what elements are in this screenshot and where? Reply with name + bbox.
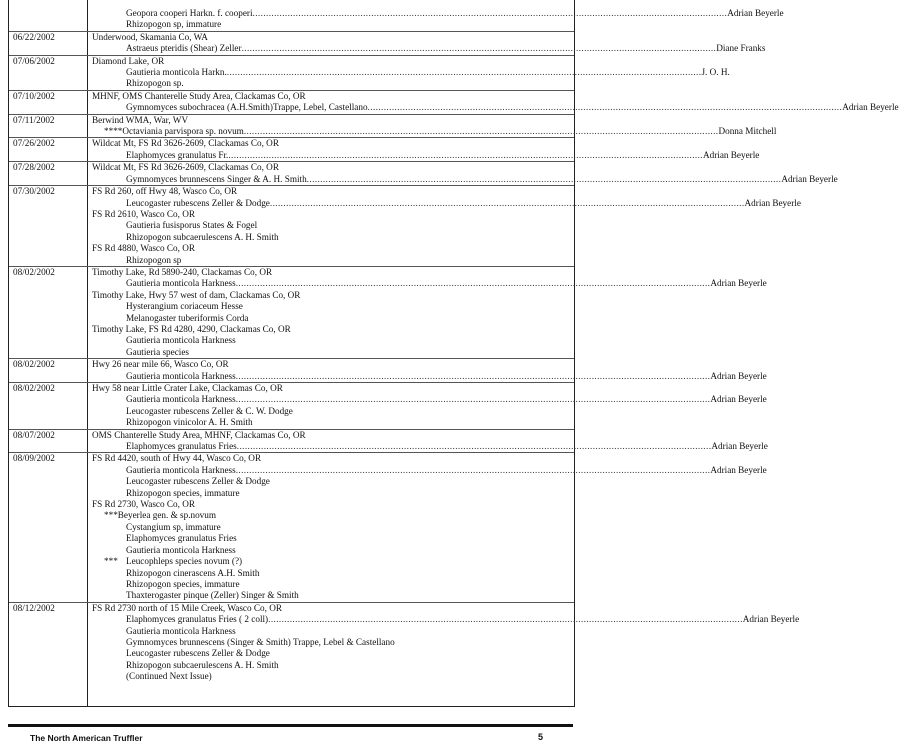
species-entry xyxy=(92,67,730,78)
species-entry xyxy=(92,637,799,648)
species-entry xyxy=(92,614,799,625)
collector-name: Adrian Beyerle xyxy=(710,464,767,475)
species-name: Elaphomyces granulatus Fries xyxy=(126,533,237,544)
species-name: Elaphomyces granulatus Fries xyxy=(126,441,237,452)
record-row xyxy=(9,452,767,601)
species-name: Rhizopogon subcaerulescens A. H. Smith xyxy=(126,231,279,242)
species-name: (Continued Next Issue) xyxy=(126,671,212,682)
species-entry xyxy=(92,313,767,324)
species-entry xyxy=(92,488,767,499)
species-entry xyxy=(92,126,776,137)
species-name: Gautieria monticola Harkness xyxy=(126,464,236,475)
species-entry xyxy=(92,533,767,544)
species-entry xyxy=(92,660,799,671)
record-body xyxy=(88,162,840,185)
collector-name: Adrian Beyerle xyxy=(710,394,767,405)
species-name: Gautieria fusisporus States & Fogel xyxy=(126,220,258,231)
dot-leader xyxy=(236,371,711,382)
record-date: 08/02/2002 xyxy=(13,383,55,393)
dot-leader xyxy=(307,174,782,185)
species-entry xyxy=(92,232,801,243)
collection-location: Berwind WMA, War, WV xyxy=(92,114,189,125)
record-body xyxy=(88,453,769,601)
record-body xyxy=(88,8,786,31)
record-date: 08/09/2002 xyxy=(13,453,55,464)
species-name: ****Octaviania parvispora sp. novum xyxy=(104,126,244,137)
species-name: Leucogaster rubescens Zeller & Dodge xyxy=(126,476,270,487)
record-row xyxy=(9,382,767,429)
dot-leader xyxy=(236,278,711,289)
species-entry xyxy=(92,568,767,579)
record-body xyxy=(88,115,778,138)
dot-leader xyxy=(228,150,703,161)
collection-location: FS Rd 4880, Wasco Co, OR xyxy=(92,243,195,254)
collection-location: Wildcat Mt, FS Rd 3626-2609, Clackamas Co, OR xyxy=(92,162,279,173)
record-body xyxy=(88,186,803,266)
species-entry xyxy=(92,648,799,659)
collection-location: FS Rd 260, off Hwy 48, Wasco Co, OR xyxy=(92,186,238,197)
dot-leader xyxy=(236,394,711,405)
record-body xyxy=(88,91,901,114)
species-entry xyxy=(92,301,767,312)
record-body xyxy=(88,138,761,161)
dot-leader xyxy=(270,198,745,209)
collection-location: MHNF, OMS Chanterelle Study Area, Clackamas Co, OR xyxy=(92,90,306,101)
collector-name: J. O. H. xyxy=(701,67,730,78)
species-entry xyxy=(92,347,767,358)
record-date: 07/26/2002 xyxy=(13,138,55,149)
record-body xyxy=(88,359,769,382)
record-row xyxy=(9,266,767,358)
records-table xyxy=(9,8,899,683)
species-name: Hysterangium coriaceum Hesse xyxy=(126,301,243,312)
collector-name: Adrian Beyerle xyxy=(842,102,899,113)
species-entry xyxy=(92,417,767,428)
record-date: 08/07/2002 xyxy=(13,429,55,440)
species-name: Rhizopogon sp, immature xyxy=(126,19,222,30)
species-name: Rhizopogon cinerascens A.H. Smith xyxy=(126,567,260,578)
records-table-frame xyxy=(8,0,899,707)
collection-location: FS Rd 2730 north of 15 Mile Creek, Wasco Co, OR xyxy=(92,602,282,613)
collection-location: Timothy Lake, Hwy 57 west of dam, Clackamas Co, OR xyxy=(92,289,301,300)
species-entry xyxy=(92,78,730,89)
collection-location: OMS Chanterelle Study Area, MHNF, Clackamas Co, OR xyxy=(92,429,306,440)
collection-location: Hwy 26 near mile 66, Wasco Co, OR xyxy=(92,359,229,370)
species-entry xyxy=(92,671,799,682)
novum-marker: *** xyxy=(104,556,118,567)
record-date: 07/28/2002 xyxy=(13,162,55,173)
collection-location: Timothy Lake, Rd 5890-240, Clackamas Co, OR xyxy=(92,266,273,277)
species-name: Rhizopogon sp. xyxy=(126,78,184,89)
species-entry xyxy=(92,150,759,161)
record-date: 07/30/2002 xyxy=(13,186,55,197)
collector-name: Adrian Beyerle xyxy=(710,370,767,381)
publication-title: The North American Truffler xyxy=(30,733,143,743)
species-name: Gautieria monticola Harkness xyxy=(126,278,236,289)
species-name: Leucogaster rubescens Zeller & C. W. Dodge xyxy=(126,405,293,416)
collection-location: FS Rd 2610, Wasco Co, OR xyxy=(92,208,195,219)
species-name: Gautieria monticola Harkness xyxy=(126,335,236,346)
collector-name: Adrian Beyerle xyxy=(744,197,801,208)
collector-name: Adrian Beyerle xyxy=(727,8,784,18)
record-row xyxy=(9,137,760,161)
record-row xyxy=(9,429,768,453)
record-body xyxy=(88,383,769,429)
record-date: 08/02/2002 xyxy=(13,266,55,277)
species-entry xyxy=(92,43,765,54)
species-entry xyxy=(92,255,801,266)
dot-leader xyxy=(237,441,712,452)
record-row xyxy=(9,185,801,266)
collection-location: FS Rd 4420, south of Hwy 44, Wasco Co, OR xyxy=(92,453,262,464)
species-name: Cystangium sp, immature xyxy=(126,521,221,532)
species-entry xyxy=(92,394,767,405)
record-body xyxy=(88,430,770,453)
species-entry xyxy=(92,220,801,231)
species-name: ***Beyerlea gen. & sp.novum xyxy=(104,510,217,521)
record-row xyxy=(9,8,784,31)
species-entry xyxy=(92,102,899,113)
record-date: 07/06/2002 xyxy=(13,55,55,66)
species-name: Leucophleps species novum (?) xyxy=(126,556,243,567)
species-name: Leucogaster rubescens Zeller & Dodge xyxy=(126,197,270,208)
collection-location: Underwood, Skamania Co, WA xyxy=(92,31,208,42)
collection-location: Diamond Lake, OR xyxy=(92,55,165,66)
collection-location: Wildcat Mt, FS Rd 3626-2609, Clackamas Co, OR xyxy=(92,138,279,149)
collection-location: Timothy Lake, FS Rd 4280, 4290, Clackamas Co, OR xyxy=(92,323,291,334)
species-entry xyxy=(92,198,801,209)
species-name: Elaphomyces granulatus Fr. xyxy=(126,149,229,160)
record-date: 07/11/2002 xyxy=(13,114,55,125)
record-row xyxy=(9,358,767,382)
dot-leader xyxy=(242,43,717,54)
record-row xyxy=(9,55,730,90)
species-name: Leucogaster rubescens Zeller & Dodge xyxy=(126,648,270,659)
collector-name: Donna Mitchell xyxy=(718,126,777,137)
species-entry xyxy=(92,174,838,185)
record-body xyxy=(88,56,732,90)
dot-leader xyxy=(244,126,719,137)
record-date: 08/12/2002 xyxy=(13,602,55,613)
collection-location: Hwy 58 near Little Crater Lake, Clackamas Co, OR xyxy=(92,383,283,393)
record-row xyxy=(9,114,777,138)
dot-leader xyxy=(268,614,743,625)
species-name: Geopora cooperi Harkn. f. cooperi xyxy=(126,8,253,18)
species-name: Elaphomyces granulatus Fries ( 2 coll) xyxy=(126,614,269,625)
collector-name: Adrian Beyerle xyxy=(702,149,760,160)
species-name: Rhizopogon species, immature xyxy=(126,487,240,498)
species-entry xyxy=(92,476,767,487)
species-name: Rhizopogon subcaerulescens A. H. Smith xyxy=(126,659,279,670)
species-entry xyxy=(92,335,767,346)
collector-name: Adrian Beyerle xyxy=(710,278,767,289)
page-number: 5 xyxy=(538,732,544,742)
record-row xyxy=(9,161,838,185)
species-name: Thaxterogaster pinque (Zeller) Singer & Smith xyxy=(126,590,299,601)
species-entry xyxy=(92,19,784,30)
dot-leader xyxy=(236,465,711,476)
species-name: Gautieria monticola Harkn. xyxy=(126,67,227,78)
species-name: Rhizopogon vinicolor A. H. Smith xyxy=(126,417,253,428)
record-body xyxy=(88,267,769,358)
record-body xyxy=(88,32,767,55)
dot-leader xyxy=(253,8,728,19)
species-entry xyxy=(92,8,784,19)
species-entry xyxy=(92,522,767,533)
species-name: Gymnomyces brunnescens (Singer & Smith) Trappe, Lebel & Castellano xyxy=(126,636,395,647)
species-entry xyxy=(92,590,767,601)
collector-name: Adrian Beyerle xyxy=(711,441,768,452)
collector-name: Diane Franks xyxy=(716,43,766,54)
species-entry xyxy=(92,278,767,289)
record-row xyxy=(9,90,899,114)
collector-name: Adrian Beyerle xyxy=(781,173,838,184)
record-date: 06/22/2002 xyxy=(13,31,55,42)
species-name: Rhizopogon species, immature xyxy=(126,578,240,589)
species-name: Rhizopogon sp xyxy=(126,254,182,265)
record-date: 07/10/2002 xyxy=(13,90,55,101)
species-name: Gautieria monticola Harkness xyxy=(126,370,236,381)
species-entry xyxy=(92,465,767,476)
species-name: Gautieria monticola Harkness xyxy=(126,394,236,405)
record-row xyxy=(9,31,766,55)
species-name: Gautieria species xyxy=(126,346,190,357)
species-entry xyxy=(92,441,768,452)
species-name: Gautieria monticola Harkness xyxy=(126,625,236,636)
species-name: Gymnomyces brunnescens Singer & A. H. Smith xyxy=(126,173,307,184)
species-entry xyxy=(92,626,799,637)
species-entry xyxy=(92,406,767,417)
species-name: Gautieria monticola Harkness xyxy=(126,544,236,555)
footer-rule xyxy=(8,724,573,727)
record-date: 08/02/2002 xyxy=(13,359,55,370)
species-name: Melanogaster tuberiformis Corda xyxy=(126,312,249,323)
species-name: Gymnomyces subochracea (A.H.Smith)Trappe, Lebel, Castellano xyxy=(126,102,368,113)
species-name: Astraeus pteridis (Shear) Zeller xyxy=(126,43,242,54)
species-entry xyxy=(92,371,767,382)
collector-name: Adrian Beyerle xyxy=(742,614,800,625)
species-entry xyxy=(92,579,767,590)
record-body xyxy=(88,603,801,683)
species-entry xyxy=(92,556,767,567)
dot-leader xyxy=(227,67,702,78)
record-row xyxy=(9,602,800,683)
species-entry xyxy=(92,510,767,521)
collection-location: FS Rd 2730, Wasco Co, OR xyxy=(92,499,195,510)
species-entry xyxy=(92,545,767,556)
dot-leader xyxy=(368,102,843,113)
